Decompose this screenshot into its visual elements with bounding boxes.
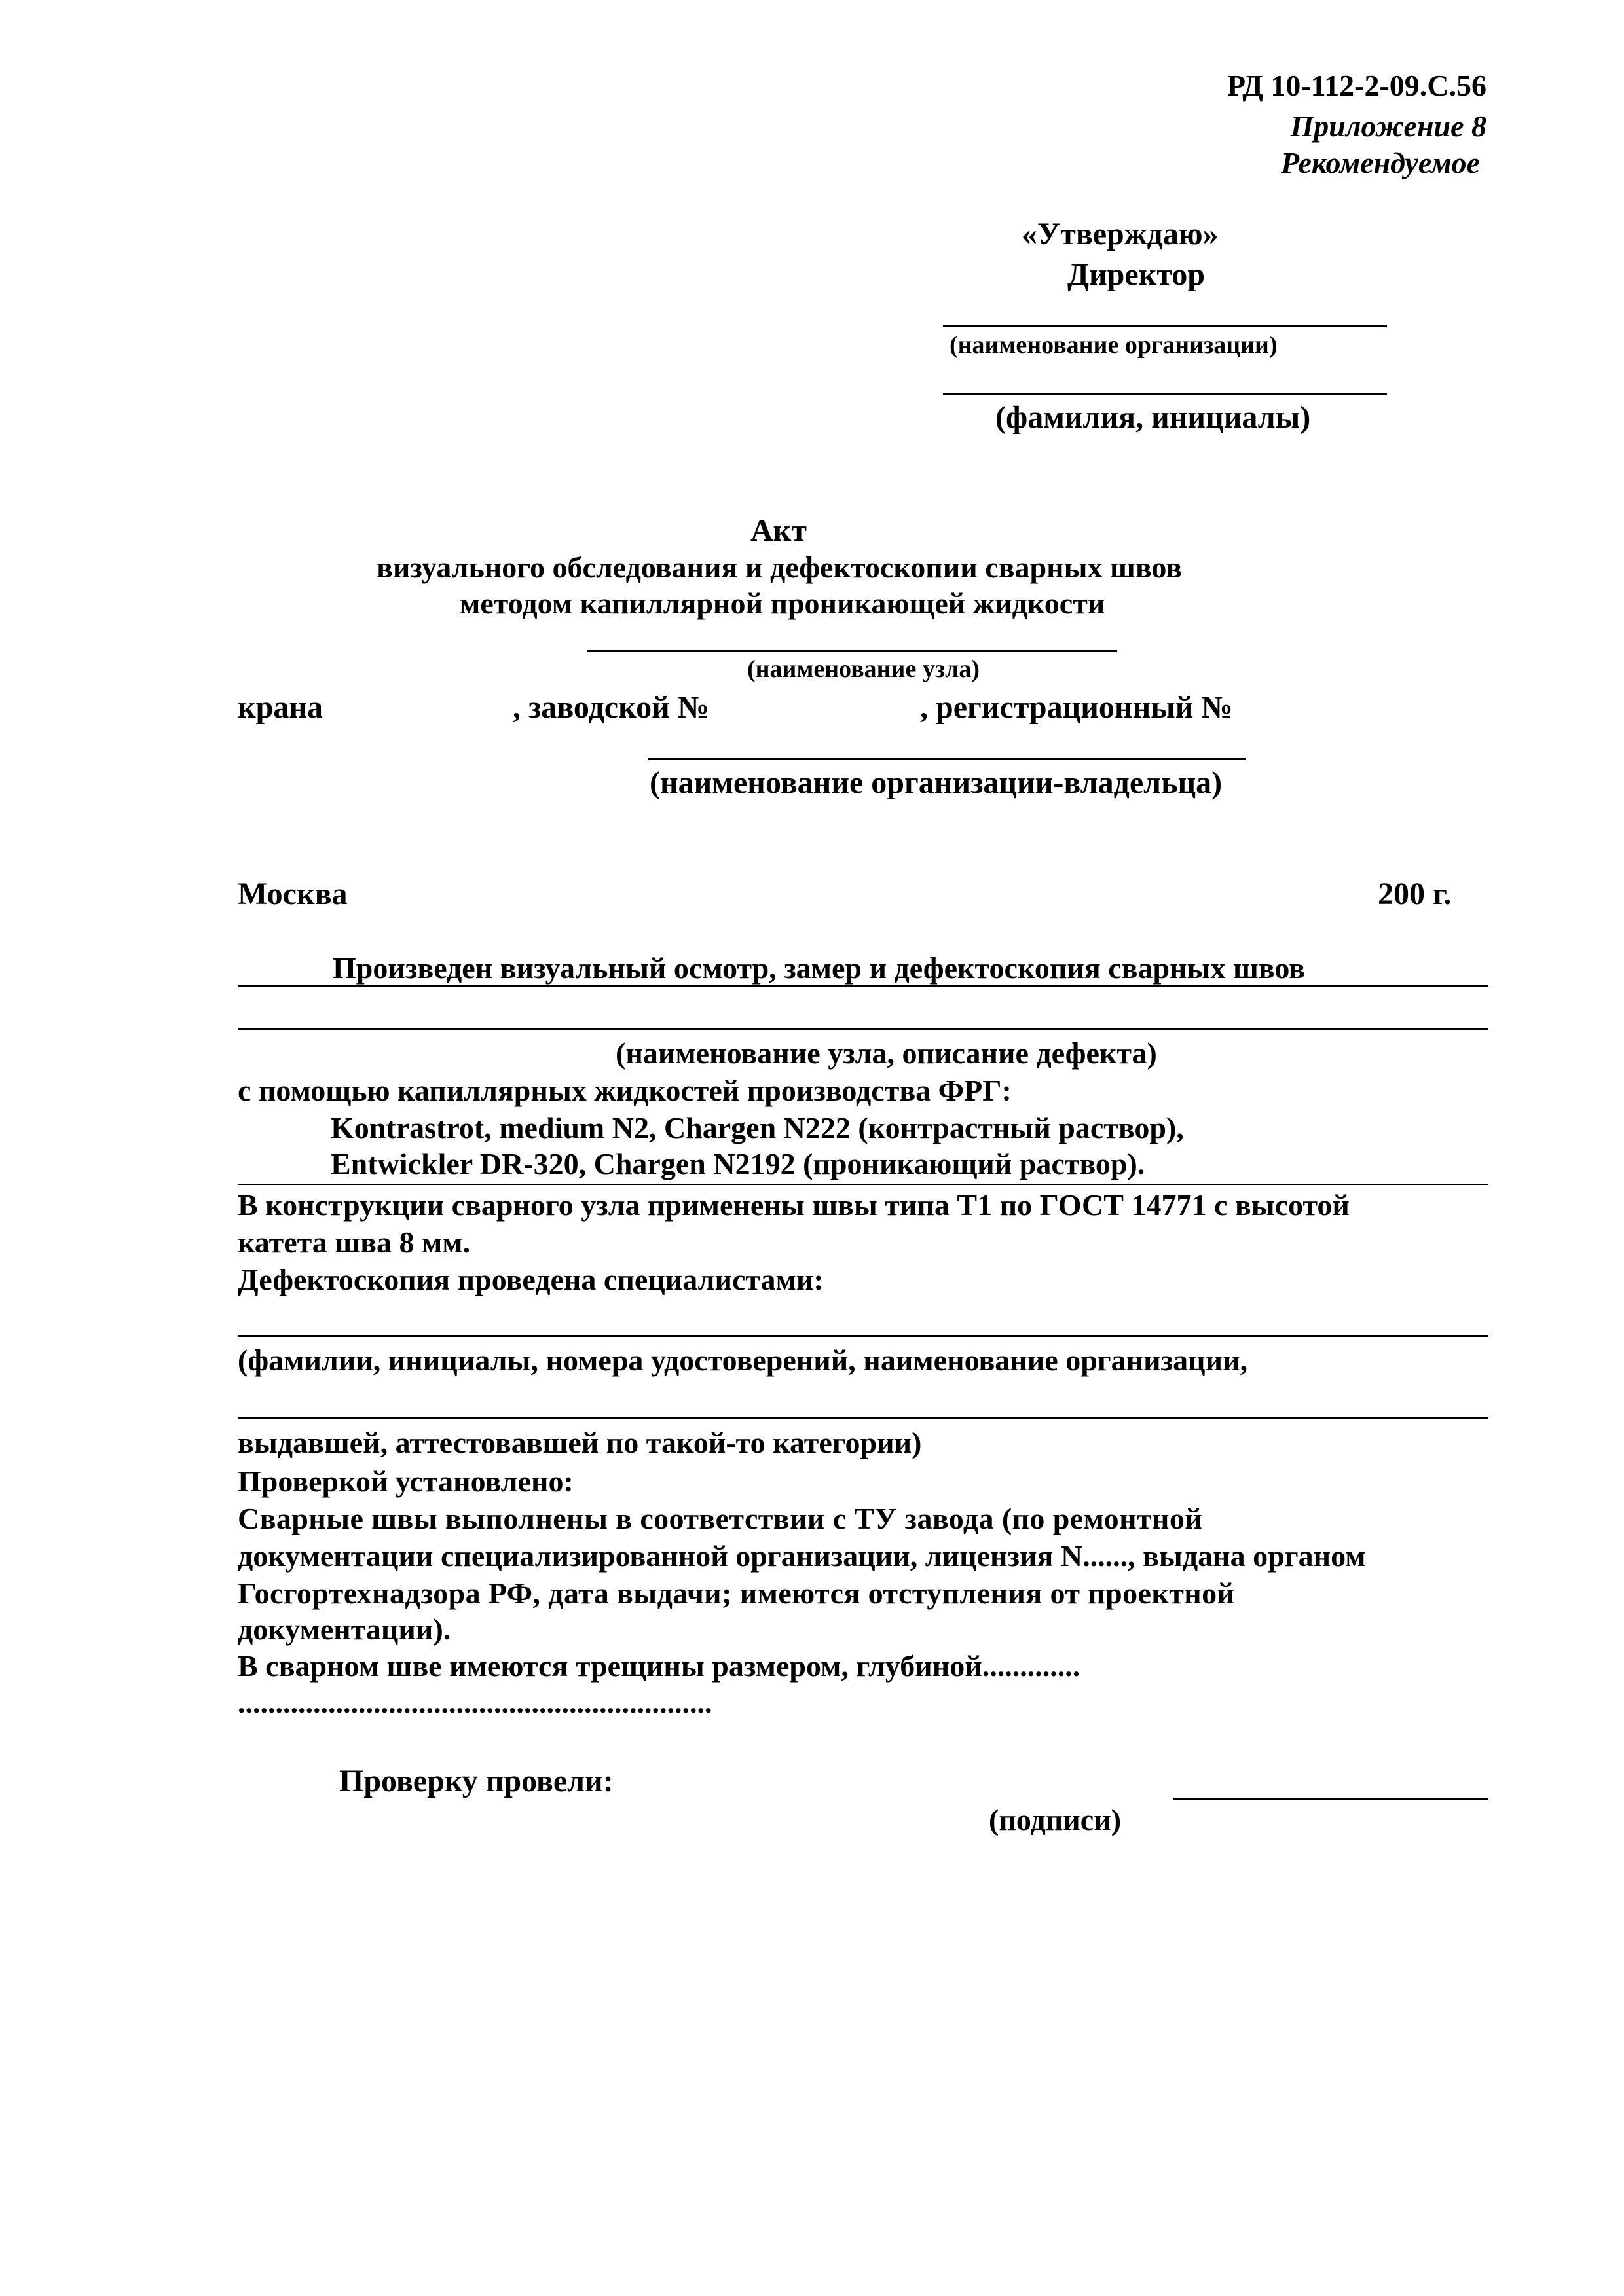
node-defect-caption: (наименование узла, описание дефекта) bbox=[616, 1036, 1157, 1070]
section-divider bbox=[238, 1184, 1488, 1185]
welds-line-3: Госгортехнадзора РФ, дата выдачи; имеются отступления от проектной bbox=[238, 1576, 1235, 1610]
welds-line-2: документации специализированной организации, лицензия N......, выдана органом bbox=[238, 1539, 1366, 1573]
cracks-line-1: В сварном шве имеются трещины размером, глубиной............. bbox=[238, 1649, 1080, 1683]
appendix-label: Приложение 8 bbox=[1290, 109, 1486, 143]
construction-text-1: В конструкции сварного узла применены швы типа Т1 по ГОСТ 14771 с высотой bbox=[238, 1188, 1350, 1222]
owner-name-caption: (наименование организации-владельца) bbox=[650, 765, 1223, 800]
liquids-intro: с помощью капиллярных жидкостей производства ФРГ: bbox=[238, 1074, 1012, 1107]
year-label: 200 г. bbox=[1378, 877, 1452, 911]
specialists-line-1 bbox=[238, 1335, 1488, 1337]
specialists-caption-1: (фамилии, инициалы, номера удостоверений, наименование организации, bbox=[238, 1343, 1248, 1377]
node-name-line bbox=[587, 650, 1117, 652]
org-name-line bbox=[943, 325, 1387, 327]
signature-line bbox=[1173, 1798, 1488, 1800]
cracks-line-2: ............................................................... bbox=[238, 1686, 712, 1719]
welds-line-1: Сварные швы выполнены в соответствии с ТУ завода (по ремонтной bbox=[238, 1502, 1203, 1535]
crane-label: крана bbox=[238, 690, 323, 725]
liquid-2: Entwickler DR-320, Chargen N2192 (проникающий раствор). bbox=[331, 1147, 1145, 1180]
node-name-caption: (наименование узла) bbox=[747, 655, 980, 683]
org-name-caption: (наименование организации) bbox=[950, 331, 1278, 359]
approve-label: «Утверждаю» bbox=[1022, 217, 1219, 251]
welds-line-4: документации). bbox=[238, 1613, 451, 1646]
registration-number-label: , регистрационный № bbox=[920, 690, 1233, 725]
director-name-line bbox=[943, 393, 1387, 395]
act-subtitle-line2: методом капиллярной проникающей жидкости bbox=[460, 587, 1105, 620]
checked-by-label: Проверку провели: bbox=[339, 1764, 614, 1798]
act-subtitle-line1: визуального обследования и дефектоскопии сварных швов bbox=[377, 551, 1183, 584]
doc-code: РД 10-112-2-09.С.56 bbox=[1227, 69, 1486, 102]
established-label: Проверкой установлено: bbox=[238, 1465, 574, 1498]
inspection-text: Произведен визуальный осмотр, замер и дефектоскопия сварных швов bbox=[333, 951, 1306, 985]
factory-number-label: , заводской № bbox=[513, 690, 709, 725]
director-label: Директор bbox=[1067, 257, 1205, 292]
recommended-label: Рекомендуемое bbox=[1281, 146, 1480, 179]
director-name-caption: (фамилия, инициалы) bbox=[995, 400, 1311, 435]
liquid-1: Kontrastrot, medium N2, Chargen N222 (контрастный раствор), bbox=[331, 1111, 1184, 1144]
city-label: Москва bbox=[238, 877, 348, 911]
construction-line-1 bbox=[238, 1190, 1488, 1220]
specialists-label: Дефектоскопия проведена специалистами: bbox=[238, 1263, 824, 1296]
specialists-caption-2: выдавшей, аттестовавшей по такой-то категории) bbox=[238, 1426, 922, 1459]
specialists-line-2 bbox=[238, 1417, 1488, 1419]
owner-name-line bbox=[648, 758, 1246, 760]
inspection-line-2 bbox=[238, 1028, 1488, 1030]
act-title: Акт bbox=[750, 513, 807, 548]
signatures-caption: (подписи) bbox=[989, 1803, 1122, 1836]
inspection-line-1 bbox=[238, 985, 1488, 987]
construction-line-2: катета шва 8 мм. bbox=[238, 1226, 471, 1259]
